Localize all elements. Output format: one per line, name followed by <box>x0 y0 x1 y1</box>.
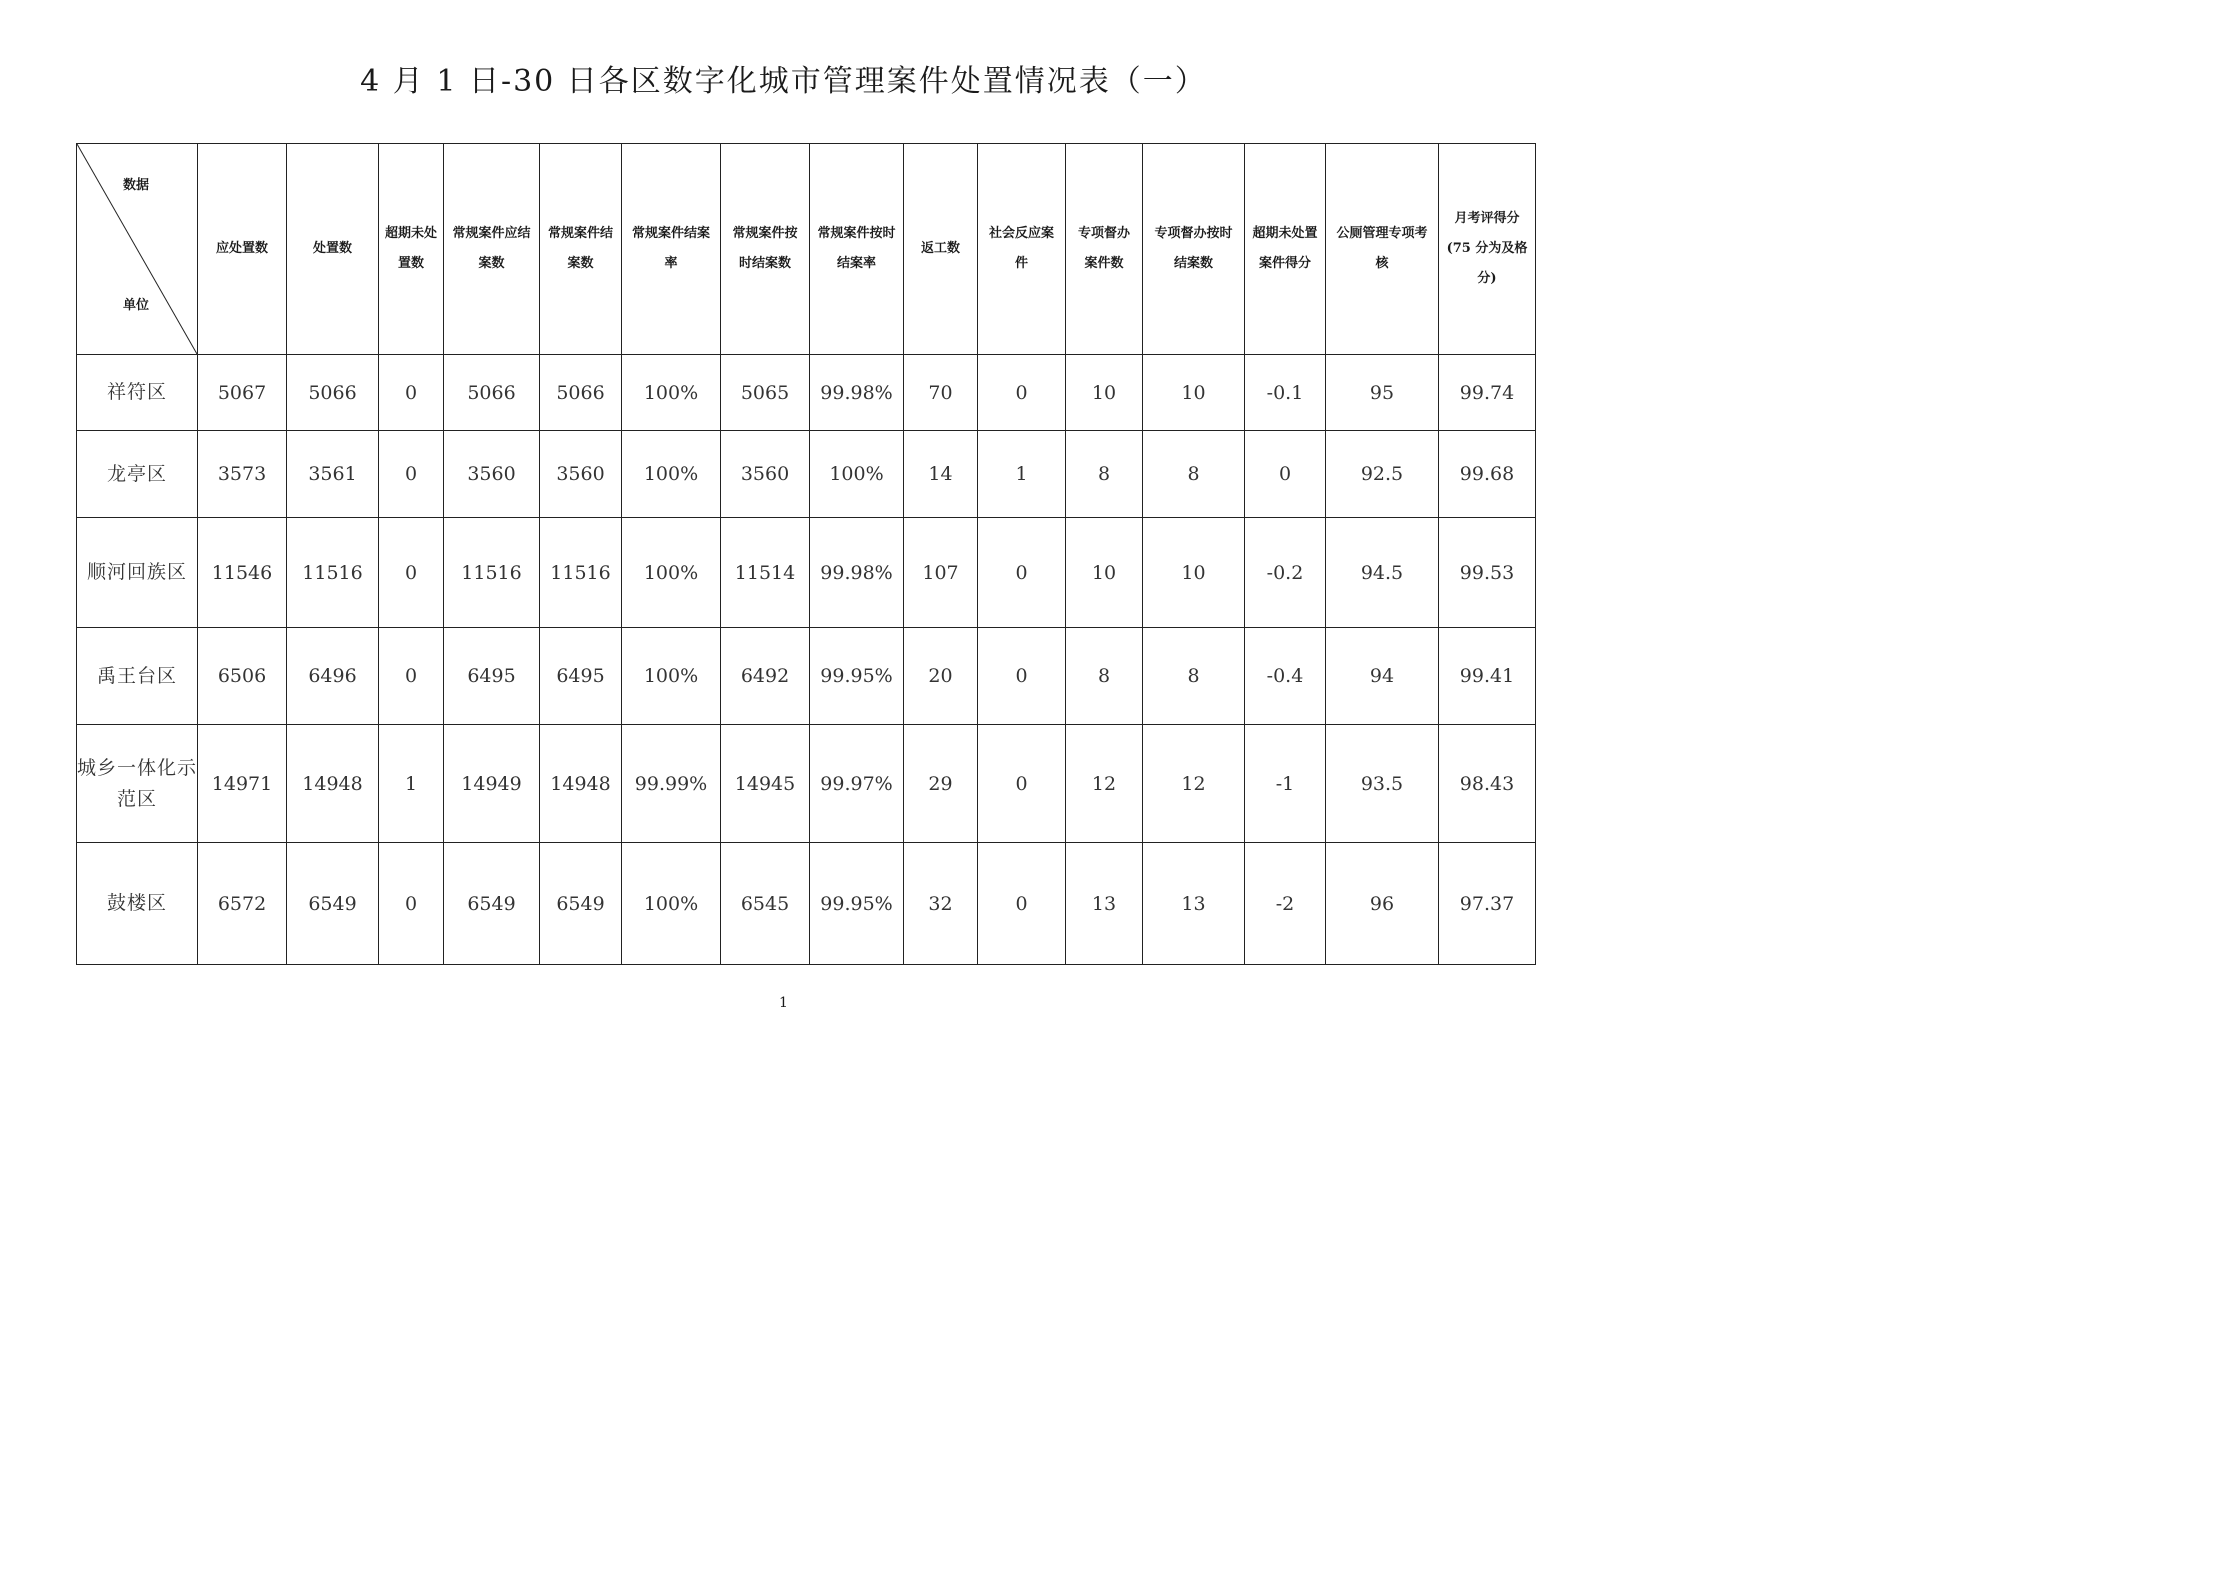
table-cell: 6545 <box>721 843 810 965</box>
corner-label-unit: 单位 <box>123 298 150 313</box>
table-row <box>77 628 1536 725</box>
table-cell: 97.37 <box>1439 843 1536 965</box>
table-cell: 14945 <box>721 725 810 843</box>
corner-label-data: 数据 <box>123 178 150 193</box>
table-cell: 10 <box>1143 518 1245 628</box>
table-cell: 6495 <box>444 628 540 725</box>
table-cell: 92.5 <box>1326 431 1439 518</box>
table-cell: 94 <box>1326 628 1439 725</box>
table-cell: 5066 <box>540 355 622 431</box>
header-cell-special-ontime: 专项督办按时结案数 <box>1143 144 1245 355</box>
table-cell: 6549 <box>540 843 622 965</box>
header-cell-regular-close-rate: 常规案件结案率 <box>622 144 721 355</box>
table-cell: -1 <box>1245 725 1326 843</box>
table-cell: 6506 <box>198 628 287 725</box>
table-cell: 8 <box>1066 431 1143 518</box>
table-cell: 99.74 <box>1439 355 1536 431</box>
table-cell: 29 <box>904 725 978 843</box>
table-cell: 100% <box>622 843 721 965</box>
table-cell: 100% <box>622 518 721 628</box>
table-cell: 0 <box>1245 431 1326 518</box>
table-cell: 100% <box>622 628 721 725</box>
table-cell: 96 <box>1326 843 1439 965</box>
header-cell-special-supervised: 专项督办案件数 <box>1066 144 1143 355</box>
table-cell: 5065 <box>721 355 810 431</box>
table-cell: 13 <box>1066 843 1143 965</box>
table-cell: 100% <box>810 431 904 518</box>
table-cell: 11514 <box>721 518 810 628</box>
table-row <box>77 355 1536 431</box>
case-disposal-table <box>76 143 1536 965</box>
header-cell-overdue-unhandled: 超期未处置数 <box>379 144 444 355</box>
header-cell-overdue-score: 超期未处置案件得分 <box>1245 144 1326 355</box>
table-cell: 6572 <box>198 843 287 965</box>
page-number: 1 <box>779 995 788 1011</box>
table-row <box>77 725 1536 843</box>
table-cell: 14971 <box>198 725 287 843</box>
table-cell: -0.4 <box>1245 628 1326 725</box>
table-cell: 99.97% <box>810 725 904 843</box>
table-cell: 0 <box>978 725 1066 843</box>
table-row <box>77 431 1536 518</box>
table-cell: 0 <box>379 431 444 518</box>
table-cell: 0 <box>978 843 1066 965</box>
unit-cell: 龙亭区 <box>77 431 198 518</box>
table-cell: 1 <box>379 725 444 843</box>
table-cell: 99.95% <box>810 628 904 725</box>
header-cell-toilet-assessment: 公厕管理专项考核 <box>1326 144 1439 355</box>
unit-cell: 城乡一体化示范区 <box>77 725 198 843</box>
unit-cell: 禹王台区 <box>77 628 198 725</box>
header-cell-regular-ontime-closed: 常规案件按时结案数 <box>721 144 810 355</box>
header-cell-regular-due-close: 常规案件应结案数 <box>444 144 540 355</box>
header-cell-public-report: 社会反应案件 <box>978 144 1066 355</box>
table-cell: 100% <box>622 355 721 431</box>
table-cell: 0 <box>978 628 1066 725</box>
table-row <box>77 518 1536 628</box>
header-cell-handled-count: 处置数 <box>287 144 379 355</box>
table-cell: 10 <box>1066 355 1143 431</box>
table-cell: 10 <box>1066 518 1143 628</box>
table-cell: 0 <box>978 518 1066 628</box>
table-cell: 1 <box>978 431 1066 518</box>
table-cell: 0 <box>978 355 1066 431</box>
table-cell: 6549 <box>287 843 379 965</box>
table-cell: 14948 <box>540 725 622 843</box>
table-cell: 5066 <box>287 355 379 431</box>
table-cell: 6492 <box>721 628 810 725</box>
table-cell: 5066 <box>444 355 540 431</box>
table-cell: 107 <box>904 518 978 628</box>
table-cell: 3560 <box>444 431 540 518</box>
table-cell: 95 <box>1326 355 1439 431</box>
table-cell: 11516 <box>287 518 379 628</box>
table-cell: 99.68 <box>1439 431 1536 518</box>
table-cell: -2 <box>1245 843 1326 965</box>
table-cell: 12 <box>1066 725 1143 843</box>
unit-cell: 鼓楼区 <box>77 843 198 965</box>
table-cell: 0 <box>379 843 444 965</box>
page-title: 4 月 1 日-30 日各区数字化城市管理案件处置情况表（一） <box>360 64 1207 99</box>
table-cell: 3560 <box>721 431 810 518</box>
table-cell: 93.5 <box>1326 725 1439 843</box>
table-cell: 14949 <box>444 725 540 843</box>
unit-cell: 祥符区 <box>77 355 198 431</box>
table-cell: 12 <box>1143 725 1245 843</box>
table-cell: 94.5 <box>1326 518 1439 628</box>
table-cell: 3561 <box>287 431 379 518</box>
header-cell-monthly-score: 月考评得分(75 分为及格分) <box>1439 144 1536 355</box>
table-cell: 99.53 <box>1439 518 1536 628</box>
table-cell: 13 <box>1143 843 1245 965</box>
table-cell: -0.1 <box>1245 355 1326 431</box>
table-cell: 8 <box>1143 431 1245 518</box>
unit-cell: 顺河回族区 <box>77 518 198 628</box>
table-cell: 5067 <box>198 355 287 431</box>
table-cell: 11516 <box>444 518 540 628</box>
table-cell: 32 <box>904 843 978 965</box>
table-cell: 100% <box>622 431 721 518</box>
table-cell: 8 <box>1143 628 1245 725</box>
table-cell: 6549 <box>444 843 540 965</box>
table-cell: 11546 <box>198 518 287 628</box>
table-cell: 14948 <box>287 725 379 843</box>
table-cell: 20 <box>904 628 978 725</box>
table-cell: 6496 <box>287 628 379 725</box>
header-row <box>77 144 1536 355</box>
table-cell: 0 <box>379 628 444 725</box>
header-cell-due-count: 应处置数 <box>198 144 287 355</box>
table-cell: 0 <box>379 355 444 431</box>
table-cell: 11516 <box>540 518 622 628</box>
table-cell: 0 <box>379 518 444 628</box>
table-cell: 14 <box>904 431 978 518</box>
table-cell: -0.2 <box>1245 518 1326 628</box>
table-row <box>77 843 1536 965</box>
table-cell: 8 <box>1066 628 1143 725</box>
header-cell-rework: 返工数 <box>904 144 978 355</box>
table-cell: 3573 <box>198 431 287 518</box>
table-cell: 6495 <box>540 628 622 725</box>
table-cell: 10 <box>1143 355 1245 431</box>
header-cell-regular-ontime-rate: 常规案件按时结案率 <box>810 144 904 355</box>
table-cell: 98.43 <box>1439 725 1536 843</box>
corner-header-cell <box>77 144 198 355</box>
table-cell: 99.98% <box>810 518 904 628</box>
table-cell: 99.98% <box>810 355 904 431</box>
table-cell: 99.95% <box>810 843 904 965</box>
table-cell: 99.99% <box>622 725 721 843</box>
table-cell: 3560 <box>540 431 622 518</box>
table-cell: 70 <box>904 355 978 431</box>
header-cell-regular-closed: 常规案件结案数 <box>540 144 622 355</box>
table-cell: 99.41 <box>1439 628 1536 725</box>
